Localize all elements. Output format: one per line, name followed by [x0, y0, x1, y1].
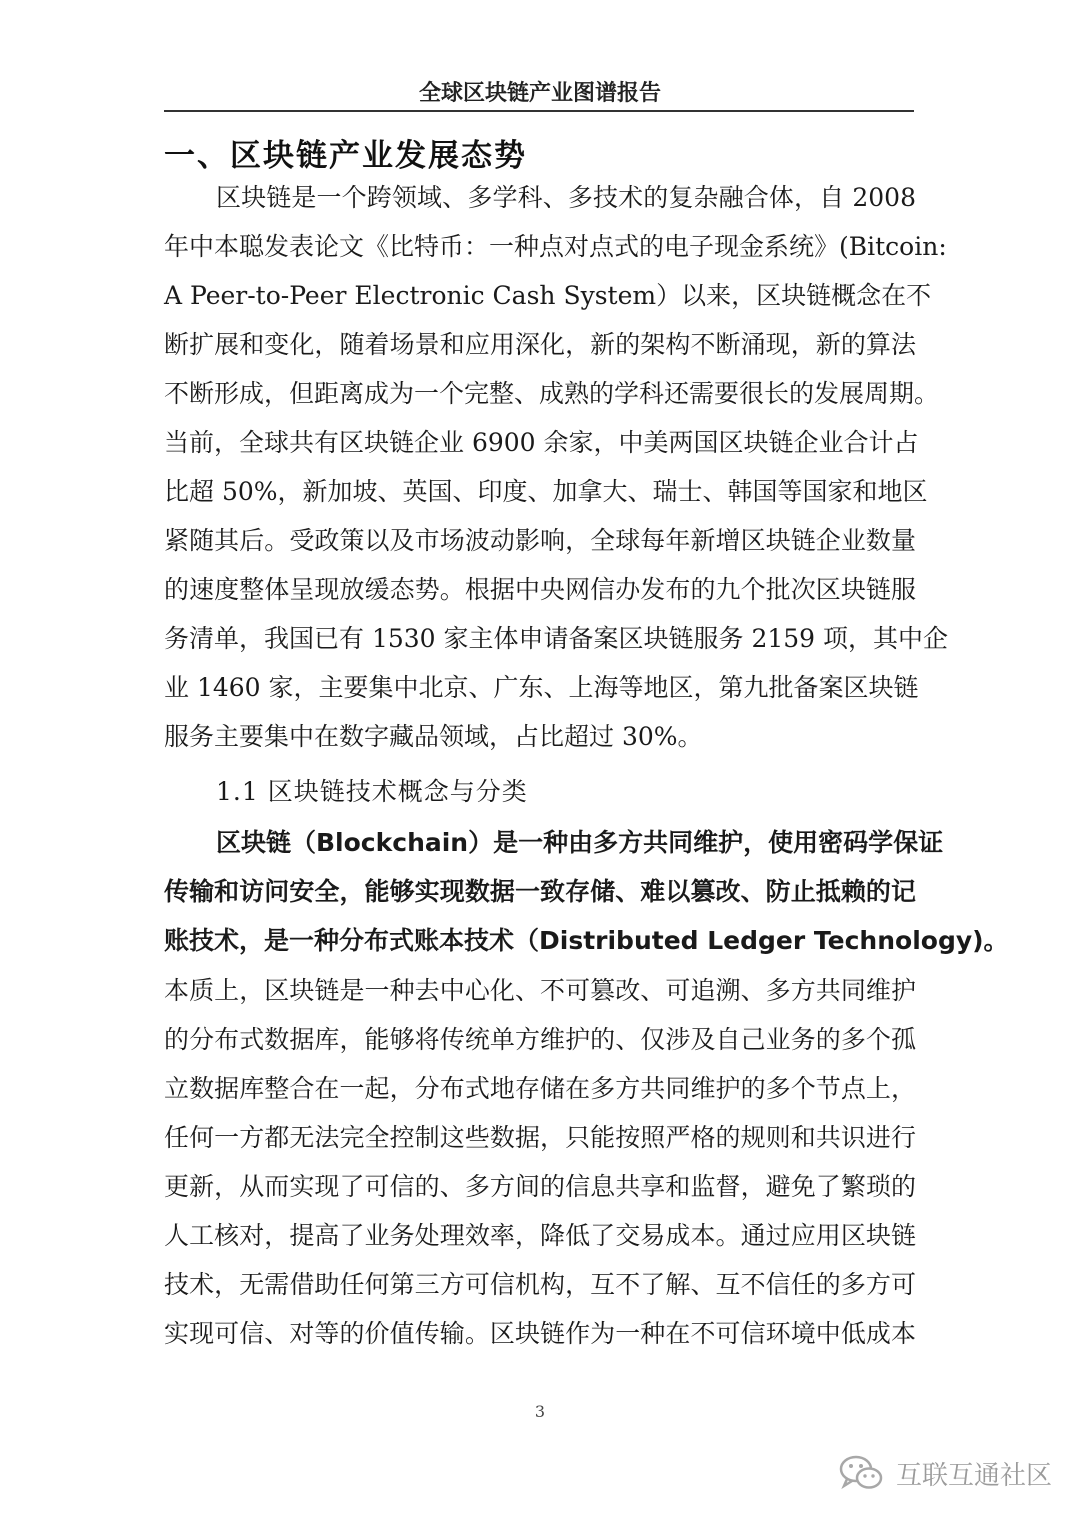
paragraph-line: 技术，无需借助任何第三方可信机构，互不了解、互不信任的多方可: [164, 1270, 916, 1299]
paragraph-line: 比超 50%，新加坡、英国、印度、加拿大、瑞士、韩国等国家和地区: [164, 477, 928, 506]
paragraph-line: 年中本聪发表论文《比特币：一种点对点式的电子现金系统》(Bitcoin:: [164, 232, 947, 261]
paragraph-line: 断扩展和变化，随着场景和应用深化，新的架构不断涌现，新的算法: [164, 330, 916, 359]
paragraph-line: 服务主要集中在数字藏品领域，占比超过 30%。: [164, 722, 703, 751]
running-header: 全球区块链产业图谱报告: [418, 81, 661, 106]
paragraph-line: 业 1460 家，主要集中北京、广东、上海等地区，第九批备案区块链: [164, 673, 919, 702]
paragraph-line: A Peer-to-Peer Electronic Cash System）以来，区块链概念在不: [164, 281, 932, 310]
paragraph-line: 本质上，区块链是一种去中心化、不可篡改、可追溯、多方共同维护: [164, 976, 916, 1005]
paragraph-line: 任何一方都无法完全控制这些数据，只能按照严格的规则和共识进行: [164, 1123, 916, 1152]
definition-line: 账技术，是一种分布式账本技术（Distributed Ledger Technology)。: [164, 926, 1009, 955]
page-number: 3: [534, 1402, 546, 1421]
wechat-icon: [838, 1453, 884, 1493]
paragraph-line: 当前，全球共有区块链企业 6900 余家，中美两国区块链企业合计占: [164, 428, 919, 457]
paragraph-line: 更新，从而实现了可信的、多方间的信息共享和监督，避免了繁琐的: [164, 1172, 916, 1201]
paragraph-line: 紧随其后。受政策以及市场波动影响，全球每年新增区块链企业数量: [164, 526, 916, 555]
header-rule: [164, 110, 914, 112]
paragraph-line: 人工核对，提高了业务处理效率，降低了交易成本。通过应用区块链: [164, 1221, 916, 1250]
paragraph-line: 立数据库整合在一起，分布式地存储在多方共同维护的多个节点上，: [164, 1074, 916, 1103]
paragraph-line: 的分布式数据库，能够将传统单方维护的、仅涉及自己业务的多个孤: [164, 1025, 916, 1054]
watermark-text: 互联互通社区: [895, 1460, 1052, 1491]
definition-line: 区块链（Blockchain）是一种由多方共同维护，使用密码学保证: [216, 828, 944, 857]
paragraph-line: 区块链是一个跨领域、多学科、多技术的复杂融合体，自 2008: [216, 183, 916, 212]
definition-line: 传输和访问安全，能够实现数据一致存储、难以篡改、防止抵赖的记: [164, 877, 916, 906]
paragraph-line: 的速度整体呈现放缓态势。根据中央网信办发布的九个批次区块链服: [164, 575, 916, 604]
paragraph-line: 不断形成，但距离成为一个完整、成熟的学科还需要很长的发展周期。: [164, 379, 940, 408]
paragraph-line: 务清单，我国已有 1530 家主体申请备案区块链服务 2159 项，其中企: [164, 624, 949, 653]
section-heading: 一、区块链产业发展态势: [164, 138, 527, 174]
watermark: [838, 1453, 1052, 1493]
subsection-heading: 1.1 区块链技术概念与分类: [216, 777, 528, 806]
paragraph-line: 实现可信、对等的价值传输。区块链作为一种在不可信环境中低成本: [164, 1319, 916, 1348]
